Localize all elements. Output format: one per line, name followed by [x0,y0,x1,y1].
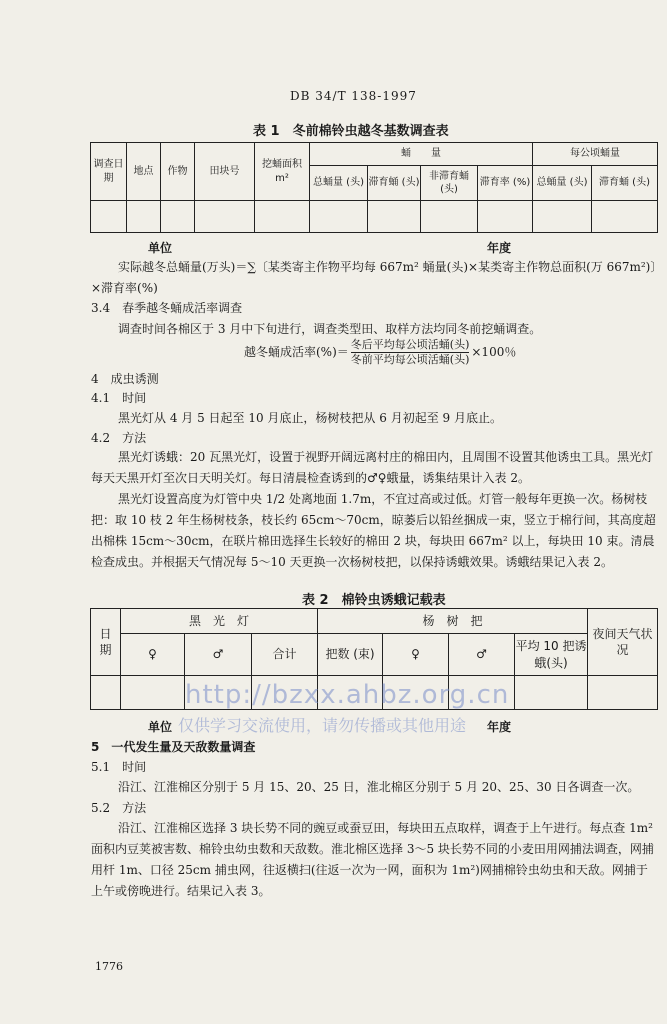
t1-h-rate: 滞育率 (%) [478,166,533,201]
table2-unit: 单位 [148,720,173,734]
section-3-4-text: 调查时间各棉区于 3 月中下旬进行，调查类型田、取样方法均同冬前挖蛹调查。 [118,322,542,336]
t1-h-diapause: 滞育蛹 (头) [368,166,421,201]
section-4-1-title: 4.1 时间 [91,391,147,405]
formula-right: ×100％ [471,345,517,359]
watermark-notice: 仅供学习交流使用，请勿传播或其他用途 [178,716,467,735]
section-3-4-title: 3.4 春季越冬蛹成活率调查 [91,301,243,315]
paragraph-method: 沿江、江淮棉区选择 3 块长势不同的豌豆或蚕豆田，每块田五点取样，调查于上午进行。每点查 1m² 面积内豆荚被害数、棉铃虫幼虫数和天敌数。淮北棉区选择 3～5 块长势不同的小麦田用网捕法调查，网捕用杆 1m、口径 25cm 捕虫网，往返横扫(往返一次为一网，面积为 1m²)网捕棉铃虫幼虫和天敌。网捕于上午或傍晚进行。结果记入表 3。 [91,821,654,898]
formula-survival-rate [244,338,516,367]
formula-left: 越冬蛹成活率(%)＝ [244,345,349,359]
t2-h-male-poplar: ♂ [449,634,515,676]
t2-h-male: ♂ [185,634,252,676]
table2-caption: 表 2 棉铃虫诱蛾记载表 [302,593,446,608]
formula-overwinter-total: 实际越冬总蛹量(万头)＝∑〔某类寄主作物平均每 667m² 蛹量(头)×某类寄主作物总面积(万 667m²)〕×滞育率(%) [91,260,657,295]
t2-h-lamp: 黑 光 灯 [121,609,318,634]
table1-year: 年度 [487,241,512,255]
t2-h-weather: 夜间天气状况 [588,609,658,676]
formula-denominator: 冬前平均每公顷活蛹(头) [350,353,470,366]
t2-h-day: 日 期 [91,609,121,676]
section-4-title: 4 成虫诱测 [91,372,159,386]
t1-h-field: 田块号 [195,143,255,201]
page-number: 1776 [95,960,123,973]
table-row [91,201,658,233]
t2-h-sum: 合计 [252,634,318,676]
section-5-title: 5 一代发生量及天敌数量调查 [91,740,256,754]
document-header: DB 34/T 138-1997 [290,89,417,103]
section-4-1-text: 黑光灯从 4 月 5 日起至 10 月底止，杨树枝把从 6 月初起至 9 月底止。 [118,411,502,425]
t1-h-place: 地点 [127,143,161,201]
t1-h-crop: 作物 [161,143,195,201]
t2-h-avg: 平均 10 把诱蛾(头) [515,634,588,676]
formula-numerator: 冬后平均每公顷活蛹(头) [350,338,470,351]
section-5-1-text: 沿江、江淮棉区分别于 5 月 15、20、25 日，淮北棉区分别于 5 月 20、25、30 日各调查一次。 [118,780,640,794]
t1-h-nondiapause: 非滞育蛹 (头) [421,166,478,201]
t1-h-per-ha: 每公顷蛹量 [533,143,658,166]
t1-h-ha-diapause: 滞育蛹 (头) [592,166,658,201]
section-4-2-title: 4.2 方法 [91,431,147,445]
t2-h-female-poplar: ♀ [383,634,449,676]
watermark-url: http://bzxx.ahbz.org.cn [185,680,510,710]
table1 [90,142,658,233]
t1-h-date: 调查日期 [91,143,127,201]
section-5-2-title: 5.2 方法 [91,801,147,815]
t1-h-ha-total: 总蛹量 (头) [533,166,592,201]
formula-fraction [351,338,470,367]
t1-h-total: 总蛹量 (头) [310,166,368,201]
t2-h-poplar: 杨 树 把 [318,609,588,634]
table1-caption: 表 1 冬前棉铃虫越冬基数调查表 [253,124,449,139]
paragraph-blacklight: 黑光灯诱蛾：20 瓦黑光灯，设置于视野开阔远离村庄的棉田内，且周围不设置其他诱虫工具。黑光灯每天天黑开灯至次日天明关灯。每日清晨检查诱到的♂♀蛾量，诱集结果计入表 2。 [91,450,654,485]
paragraph-poplar: 黑光灯设置高度为灯管中央 1/2 处离地面 1.7m，不宜过高或过低。灯管一般每年更换一次。杨树枝把：取 10 枝 2 年生杨树枝条，枝长约 65cm～70cm，晾萎后以铅丝捆成一束，竖立于棉行间，其高度超出棉株 15cm～30cm，在联片棉田选择生长较好的棉田 2 块，每块田 667m² 以上，每块田 10 束。清晨检查成虫。并根据天气情况每 5～10 天更换一次杨树枝把，以保持诱蛾效果。诱蛾结果记入表 2。 [91,492,656,569]
table2-year: 年度 [487,720,512,734]
section-5-1-title: 5.1 时间 [91,760,147,774]
t2-h-bundles: 把数 (束) [318,634,383,676]
table1-unit: 单位 [148,241,173,255]
t2-h-female: ♀ [121,634,185,676]
t1-h-area: 挖蛹面积 m² [255,143,310,201]
t1-h-pupa: 蛹 量 [310,143,533,166]
